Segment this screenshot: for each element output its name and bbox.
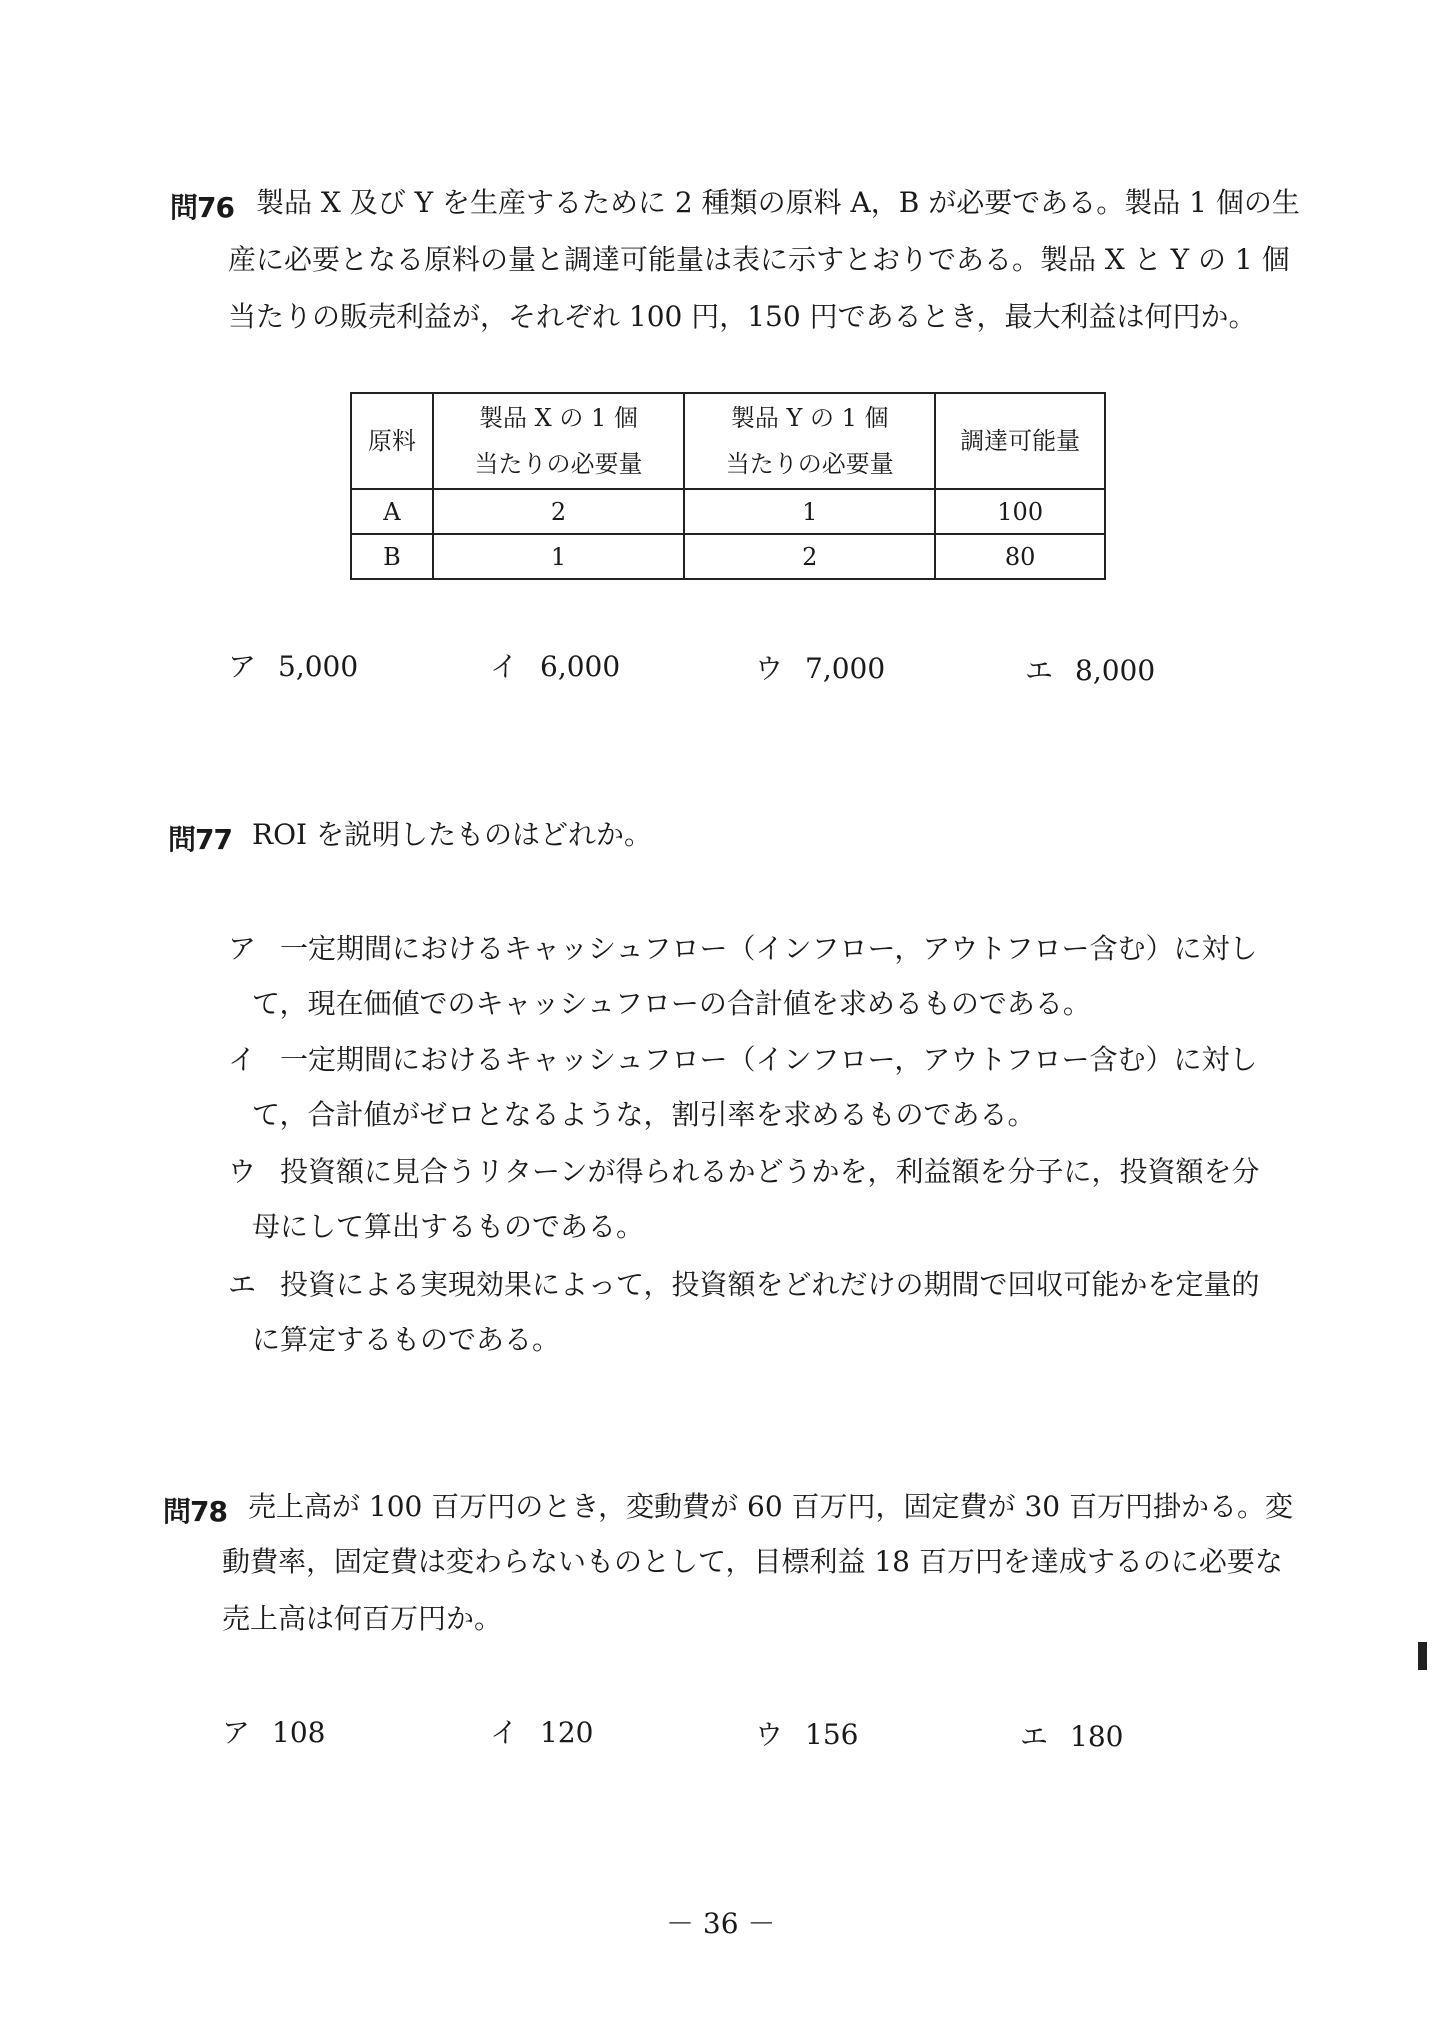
q76-choice-i: イ 6,000 (490, 650, 621, 683)
q77-option-i-line-1: 一定期間におけるキャッシュフロー（インフロー，アウトフロー含む）に対し (280, 1043, 1258, 1076)
q77-option-a-line-2: て，現在価値でのキャッシュフローの合計値を求めるものである。 (252, 987, 1091, 1020)
table-row (351, 534, 1105, 579)
cell-available: 80 (935, 534, 1105, 579)
q77-option-a-mark: ア (228, 932, 257, 965)
section-edge-mark (1418, 1642, 1427, 1670)
q76-text-line-3: 当たりの販売利益が，それぞれ 100 円，150 円であるとき，最大利益は何円か。 (228, 300, 1257, 333)
q77-number: 問77 (168, 823, 232, 856)
q78-choice-e: エ 180 (1020, 1720, 1124, 1753)
q78-choice-u: ウ 156 (755, 1718, 859, 1751)
q77-option-e-line-1: 投資による実現効果によって，投資額をどれだけの期間で回収可能かを定量的 (280, 1268, 1260, 1301)
header-available: 調達可能量 (935, 393, 1105, 489)
header-product-y: 製品 Y の 1 個 当たりの必要量 (684, 393, 935, 489)
cell-y-need: 1 (684, 489, 935, 534)
q77-option-u-line-2: 母にして算出するものである。 (252, 1210, 645, 1243)
page-number: － 36 － (666, 1907, 776, 1940)
q78-choice-a: ア 108 (222, 1716, 326, 1749)
q77-option-e-mark: エ (228, 1268, 257, 1301)
q78-text-line-2: 動費率，固定費は変わらないものとして，目標利益 18 百万円を達成するのに必要な (222, 1545, 1283, 1578)
q77-option-u-line-1: 投資額に見合うリターンが得られるかどうかを，利益額を分子に，投資額を分 (280, 1155, 1260, 1188)
q76-choice-a: ア 5,000 (228, 650, 359, 683)
q77-option-a-line-1: 一定期間におけるキャッシュフロー（インフロー，アウトフロー含む）に対し (280, 932, 1258, 965)
q76-number: 問76 (170, 191, 234, 224)
q78-choice-i: イ 120 (490, 1716, 594, 1749)
q76-choice-u: ウ 7,000 (755, 652, 886, 685)
q77-option-u-mark: ウ (228, 1155, 257, 1188)
requirements-table (350, 392, 1106, 580)
q76-choice-e: エ 8,000 (1025, 654, 1156, 687)
cell-available: 100 (935, 489, 1105, 534)
q77-option-i-line-2: て，合計値がゼロとなるような，割引率を求めるものである。 (252, 1098, 1036, 1131)
header-product-x: 製品 X の 1 個 当たりの必要量 (433, 393, 684, 489)
q78-text-line-3: 売上高は何百万円か。 (222, 1602, 503, 1635)
q77-question: ROI を説明したものはどれか。 (252, 818, 652, 851)
q76-text-line-2: 産に必要となる原料の量と調達可能量は表に示すとおりである。製品 X と Y の 1 個 (228, 243, 1290, 276)
q78-text-line-1: 売上高が 100 百万円のとき，変動費が 60 百万円，固定費が 30 百万円掛かる。変 (248, 1490, 1293, 1523)
cell-material: A (351, 489, 433, 534)
q77-option-i-mark: イ (228, 1043, 257, 1076)
cell-x-need: 2 (433, 489, 684, 534)
q76-text-line-1: 製品 X 及び Y を生産するために 2 種類の原料 A，B が必要である。製品 1 個の生 (256, 186, 1300, 219)
cell-y-need: 2 (684, 534, 935, 579)
header-material: 原料 (351, 393, 433, 489)
cell-material: B (351, 534, 433, 579)
table-header-row (351, 393, 1105, 489)
q78-number: 問78 (163, 1495, 227, 1528)
q77-option-e-line-2: に算定するものである。 (252, 1323, 561, 1356)
cell-x-need: 1 (433, 534, 684, 579)
table-row (351, 489, 1105, 534)
